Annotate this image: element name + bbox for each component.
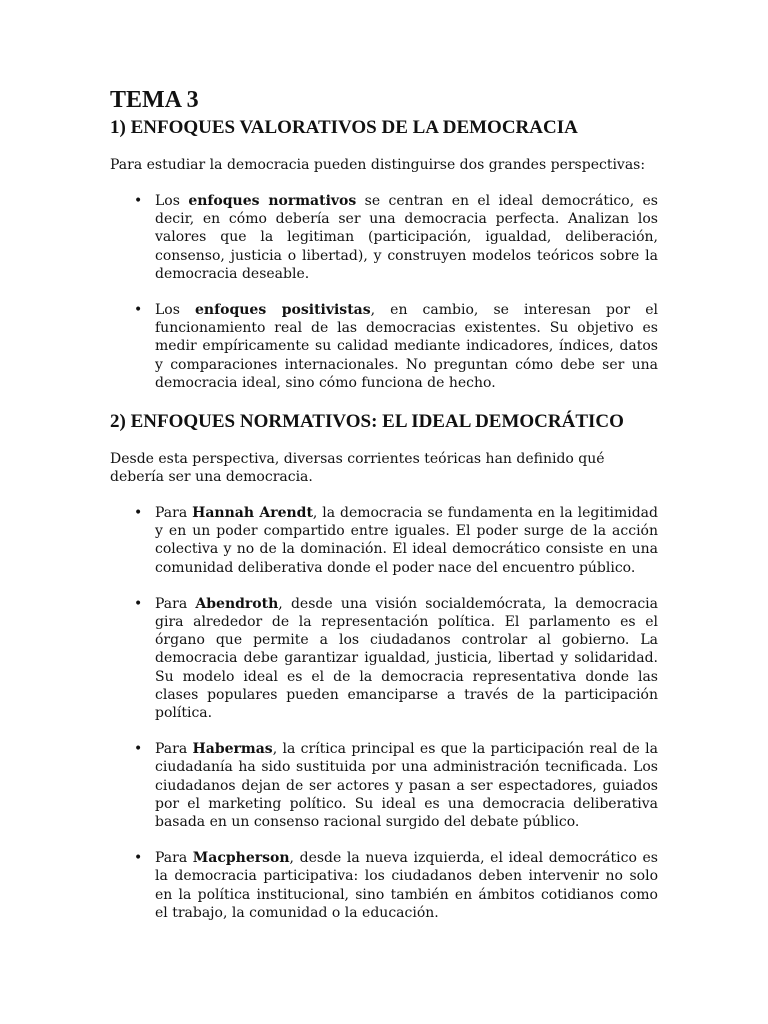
list-item-abendroth (110, 595, 658, 722)
list-item-prefix: Para (155, 505, 193, 522)
section-2-list (110, 504, 658, 922)
section-1-heading: 1) ENFOQUES VALORATIVOS DE LA DEMOCRACIA (110, 117, 578, 138)
list-item-hannah-arendt (110, 504, 658, 577)
list-item-keyword: enfoques normativos (188, 193, 357, 209)
list-item-prefix: Para (155, 741, 193, 758)
bullet-icon: • (134, 505, 143, 522)
list-item-enfoques-positivistas (110, 301, 658, 392)
bullet-icon: • (134, 850, 143, 867)
section-2-heading: 2) ENFOQUES NORMATIVOS: EL IDEAL DEMOCRÁTICO (110, 411, 624, 433)
list-item-prefix: Para (155, 595, 196, 612)
section-1-intro: Para estudiar la democracia pueden distinguirse dos grandes perspectivas: (110, 157, 646, 173)
list-item-keyword: enfoques positivistas (195, 302, 371, 319)
list-item-keyword: Macpherson (192, 850, 290, 867)
list-item-text: , desde una visión socialdemócrata, la democracia gira alrededor de la representación política. El parlamento es el órgano que permite a los ciudadanos controlar al gobierno. La democracia debe garantizar igualdad, justicia, libertad y solidaridad. Su modelo ideal es el de la democracia representativa donde las clases populares pueden emanciparse a través de la participación política. (155, 595, 658, 722)
list-item-keyword: Habermas (192, 741, 273, 758)
bullet-icon: • (134, 595, 143, 612)
list-item-text: , la democracia se fundamenta en la legitimidad y en un poder compartido entre iguales. El poder surge de la acción colectiva y no de la dominación. El ideal democrático consiste en una comunidad deliberativa donde el poder nace del encuentro público. (155, 505, 658, 576)
list-item-text: , desde la nueva izquierda, el ideal democrático es la democracia participativa: los ciudadanos deben intervenir no solo en la política institucional, sino también en ámbitos cotidianos como el trabajo, la comunidad o la educación. (155, 850, 658, 921)
bullet-icon: • (134, 193, 143, 209)
list-item-prefix: Los (155, 302, 196, 319)
section-2-intro: Desde esta perspectiva, diversas corrientes teóricas han definido qué debería ser una democracia. (110, 451, 605, 486)
list-item-prefix: Para (155, 850, 193, 867)
list-item-text: , en cambio, se interesan por el funcionamiento real de las democracias existentes. Su objetivo es medir empíricamente su calidad mediante indicadores, índices, datos y comparaciones internacionales. No preguntan cómo debe ser una democracia ideal, sino cómo funciona de hecho. (155, 302, 658, 391)
list-item-keyword: Hannah Arendt (192, 505, 313, 522)
bullet-icon: • (134, 741, 143, 758)
list-item-prefix: Los (155, 193, 189, 209)
document-title: TEMA 3 (110, 87, 199, 113)
list-item-text: , la crítica principal es que la participación real de la ciudadanía ha sido sustituida por una administración tecnificada. Los ciudadanos dejan de ser actores y pasan a ser espectadores, guiados por el marketing político. Su ideal es una democracia deliberativa basada en un consenso racional surgido del debate público. (155, 741, 658, 831)
list-item-enfoques-normativos (110, 192, 658, 283)
list-item-text: se centran en el ideal democrático, es decir, en cómo debería ser una democracia perfecta. Analizan los valores que la legitiman (participación, igualdad, deliberación, consenso, justicia o libertad), y construyen modelos teóricos sobre la democracia deseable. (155, 193, 658, 282)
list-item-keyword: Abendroth (195, 595, 279, 612)
section-1-list (110, 192, 658, 392)
list-item-habermas (110, 740, 658, 831)
bullet-icon: • (134, 302, 143, 319)
list-item-macpherson (110, 849, 658, 922)
